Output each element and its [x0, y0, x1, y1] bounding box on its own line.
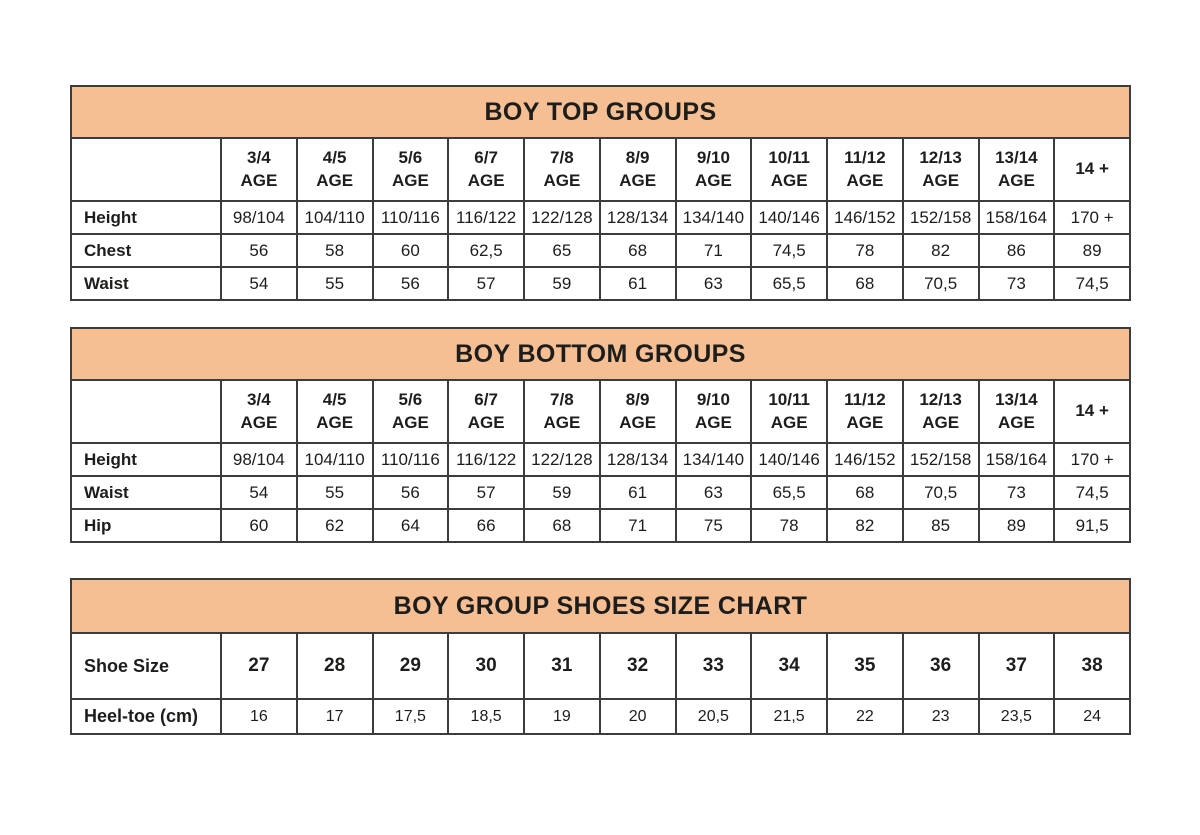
row-label: Hip: [71, 509, 221, 542]
table-title: BOY BOTTOM GROUPS: [71, 328, 1130, 380]
cell-value: 78: [827, 234, 903, 267]
age-suffix-label: AGE: [240, 412, 278, 432]
table-row: [71, 699, 1130, 734]
cell-value: 68: [600, 234, 676, 267]
cell-value: 110/116: [373, 443, 449, 476]
table-row: [71, 201, 1130, 234]
cell-value: 56: [373, 267, 449, 300]
age-range-label: 4/5: [322, 390, 347, 410]
cell-value: 35: [827, 633, 903, 699]
cell-value: 89: [1054, 234, 1130, 267]
cell-value: 34: [751, 633, 827, 699]
age-column-header: [751, 138, 827, 201]
age-suffix-label: AGE: [846, 412, 884, 432]
cell-value: 62,5: [448, 234, 524, 267]
age-range-label: 8/9: [625, 148, 650, 168]
cell-value: 57: [448, 267, 524, 300]
age-range-label: 3/4: [247, 148, 271, 168]
age-column-header: [676, 138, 752, 201]
cell-value: 78: [751, 509, 827, 542]
age-suffix-label: AGE: [543, 170, 581, 190]
cell-value: 61: [600, 476, 676, 509]
age-column-header: [297, 138, 373, 201]
cell-value: 65,5: [751, 267, 827, 300]
age-suffix-label: AGE: [316, 170, 354, 190]
age-range-label: 9/10: [696, 390, 730, 410]
cell-value: 104/110: [297, 201, 373, 234]
age-column-header: [448, 380, 524, 443]
cell-value: 32: [600, 633, 676, 699]
age-column-header: [600, 138, 676, 201]
cell-value: 134/140: [676, 443, 752, 476]
cell-value: 36: [903, 633, 979, 699]
cell-value: 98/104: [221, 443, 297, 476]
cell-value: 170 +: [1054, 443, 1130, 476]
cell-value: 170 +: [1054, 201, 1130, 234]
age-column-header: [221, 380, 297, 443]
table-title-row: [71, 328, 1130, 380]
age-column-header: [827, 380, 903, 443]
cell-value: 60: [373, 234, 449, 267]
age-column-header: [979, 138, 1055, 201]
age-range-label: 6/7: [474, 390, 498, 410]
age-suffix-label: AGE: [997, 412, 1035, 432]
cell-value: 56: [221, 234, 297, 267]
table-row: [71, 267, 1130, 300]
row-label: Heel-toe (cm): [71, 699, 221, 734]
table-title-row: [71, 579, 1130, 633]
cell-value: 74,5: [1054, 267, 1130, 300]
cell-value: 71: [676, 234, 752, 267]
cell-value: 146/152: [827, 443, 903, 476]
age-suffix-label: AGE: [467, 412, 505, 432]
empty-corner-cell: [71, 380, 221, 443]
age-column-header: [297, 380, 373, 443]
table-head: [71, 579, 1130, 633]
table-row: [71, 509, 1130, 542]
age-range-label: 11/12: [844, 390, 886, 410]
cell-value: 152/158: [903, 201, 979, 234]
cell-value: 55: [297, 267, 373, 300]
cell-value: 65: [524, 234, 600, 267]
cell-value: 70,5: [903, 476, 979, 509]
age-range-label: 14 +: [1075, 401, 1109, 421]
age-column-header: [751, 380, 827, 443]
cell-value: 122/128: [524, 443, 600, 476]
table-row: [71, 633, 1130, 699]
age-column-header: [827, 138, 903, 201]
boy-group-shoes-size-chart-table: [70, 578, 1131, 735]
cell-value: 23: [903, 699, 979, 734]
age-range-label: 10/11: [768, 148, 810, 168]
cell-value: 75: [676, 509, 752, 542]
cell-value: 146/152: [827, 201, 903, 234]
age-column-header: [903, 138, 979, 201]
cell-value: 31: [524, 633, 600, 699]
table-body: [71, 380, 1130, 542]
cell-value: 55: [297, 476, 373, 509]
cell-value: 21,5: [751, 699, 827, 734]
table-body: [71, 633, 1130, 734]
cell-value: 20,5: [676, 699, 752, 734]
cell-value: 61: [600, 267, 676, 300]
age-suffix-label: AGE: [770, 170, 808, 190]
cell-value: 27: [221, 633, 297, 699]
age-suffix-label: AGE: [846, 170, 884, 190]
cell-value: 86: [979, 234, 1055, 267]
age-suffix-label: AGE: [694, 170, 732, 190]
cell-value: 82: [903, 234, 979, 267]
age-range-label: 6/7: [474, 148, 498, 168]
cell-value: 29: [373, 633, 449, 699]
cell-value: 60: [221, 509, 297, 542]
age-suffix-label: AGE: [922, 412, 960, 432]
age-suffix-label: AGE: [467, 170, 505, 190]
table-head: [71, 328, 1130, 380]
cell-value: 89: [979, 509, 1055, 542]
cell-value: 140/146: [751, 201, 827, 234]
age-column-header: [373, 138, 449, 201]
row-label: Waist: [71, 476, 221, 509]
cell-value: 20: [600, 699, 676, 734]
cell-value: 73: [979, 267, 1055, 300]
age-suffix-label: AGE: [694, 412, 732, 432]
cell-value: 28: [297, 633, 373, 699]
cell-value: 17,5: [373, 699, 449, 734]
cell-value: 116/122: [448, 443, 524, 476]
cell-value: 85: [903, 509, 979, 542]
age-suffix-label: AGE: [619, 412, 657, 432]
empty-corner-cell: [71, 138, 221, 201]
cell-value: 158/164: [979, 443, 1055, 476]
cell-value: 58: [297, 234, 373, 267]
age-column-header: [448, 138, 524, 201]
row-label: Chest: [71, 234, 221, 267]
age-column-header: [979, 380, 1055, 443]
cell-value: 18,5: [448, 699, 524, 734]
age-range-label: 13/14: [995, 390, 1038, 410]
age-suffix-label: AGE: [391, 412, 429, 432]
row-label: Height: [71, 443, 221, 476]
age-column-header: [600, 380, 676, 443]
age-column-header: [221, 138, 297, 201]
age-suffix-label: AGE: [770, 412, 808, 432]
table-row: [71, 443, 1130, 476]
cell-value: 128/134: [600, 443, 676, 476]
age-suffix-label: AGE: [316, 412, 354, 432]
cell-value: 37: [979, 633, 1055, 699]
cell-value: 24: [1054, 699, 1130, 734]
cell-value: 140/146: [751, 443, 827, 476]
age-range-label: 11/12: [844, 148, 886, 168]
boy-top-groups-table: [70, 85, 1131, 301]
cell-value: 54: [221, 476, 297, 509]
age-range-label: 4/5: [322, 148, 347, 168]
cell-value: 17: [297, 699, 373, 734]
age-range-label: 5/6: [398, 390, 423, 410]
cell-value: 59: [524, 267, 600, 300]
table-head: [71, 86, 1130, 138]
age-suffix-label: AGE: [997, 170, 1035, 190]
cell-value: 116/122: [448, 201, 524, 234]
age-suffix-label: AGE: [619, 170, 657, 190]
age-range-label: 8/9: [625, 390, 650, 410]
cell-value: 82: [827, 509, 903, 542]
age-range-label: 5/6: [398, 148, 423, 168]
cell-value: 22: [827, 699, 903, 734]
row-label: Shoe Size: [71, 633, 221, 699]
age-header-row: [71, 380, 1130, 443]
age-suffix-label: AGE: [543, 412, 581, 432]
age-column-header: [903, 380, 979, 443]
age-range-label: 7/8: [550, 148, 574, 168]
cell-value: 128/134: [600, 201, 676, 234]
table-row: [71, 476, 1130, 509]
cell-value: 65,5: [751, 476, 827, 509]
cell-value: 122/128: [524, 201, 600, 234]
cell-value: 30: [448, 633, 524, 699]
age-column-header: [524, 138, 600, 201]
age-range-label: 9/10: [696, 148, 730, 168]
cell-value: 98/104: [221, 201, 297, 234]
cell-value: 73: [979, 476, 1055, 509]
cell-value: 104/110: [297, 443, 373, 476]
table-body: [71, 138, 1130, 300]
row-label: Height: [71, 201, 221, 234]
age-column-header: [676, 380, 752, 443]
cell-value: 70,5: [903, 267, 979, 300]
cell-value: 71: [600, 509, 676, 542]
cell-value: 63: [676, 476, 752, 509]
cell-value: 64: [373, 509, 449, 542]
cell-value: 74,5: [751, 234, 827, 267]
cell-value: 63: [676, 267, 752, 300]
age-header-row: [71, 138, 1130, 201]
cell-value: 158/164: [979, 201, 1055, 234]
age-suffix-label: AGE: [922, 170, 960, 190]
cell-value: 68: [827, 267, 903, 300]
age-column-header: [1054, 380, 1130, 443]
cell-value: 66: [448, 509, 524, 542]
table-title: BOY TOP GROUPS: [71, 86, 1130, 138]
cell-value: 33: [676, 633, 752, 699]
table-title-row: [71, 86, 1130, 138]
age-range-label: 12/13: [919, 390, 962, 410]
cell-value: 57: [448, 476, 524, 509]
cell-value: 91,5: [1054, 509, 1130, 542]
age-column-header: [1054, 138, 1130, 201]
cell-value: 59: [524, 476, 600, 509]
cell-value: 62: [297, 509, 373, 542]
age-column-header: [524, 380, 600, 443]
cell-value: 152/158: [903, 443, 979, 476]
age-range-label: 3/4: [247, 390, 271, 410]
cell-value: 134/140: [676, 201, 752, 234]
cell-value: 19: [524, 699, 600, 734]
age-column-header: [373, 380, 449, 443]
age-suffix-label: AGE: [391, 170, 429, 190]
boy-bottom-groups-table: [70, 327, 1131, 543]
table-title: BOY GROUP SHOES SIZE CHART: [71, 579, 1130, 633]
row-label: Waist: [71, 267, 221, 300]
age-range-label: 14 +: [1075, 159, 1109, 179]
cell-value: 110/116: [373, 201, 449, 234]
age-suffix-label: AGE: [240, 170, 278, 190]
age-range-label: 7/8: [550, 390, 574, 410]
cell-value: 56: [373, 476, 449, 509]
age-range-label: 13/14: [995, 148, 1038, 168]
cell-value: 68: [524, 509, 600, 542]
cell-value: 38: [1054, 633, 1130, 699]
cell-value: 54: [221, 267, 297, 300]
cell-value: 68: [827, 476, 903, 509]
cell-value: 23,5: [979, 699, 1055, 734]
cell-value: 74,5: [1054, 476, 1130, 509]
age-range-label: 12/13: [919, 148, 962, 168]
cell-value: 16: [221, 699, 297, 734]
age-range-label: 10/11: [768, 390, 810, 410]
table-row: [71, 234, 1130, 267]
